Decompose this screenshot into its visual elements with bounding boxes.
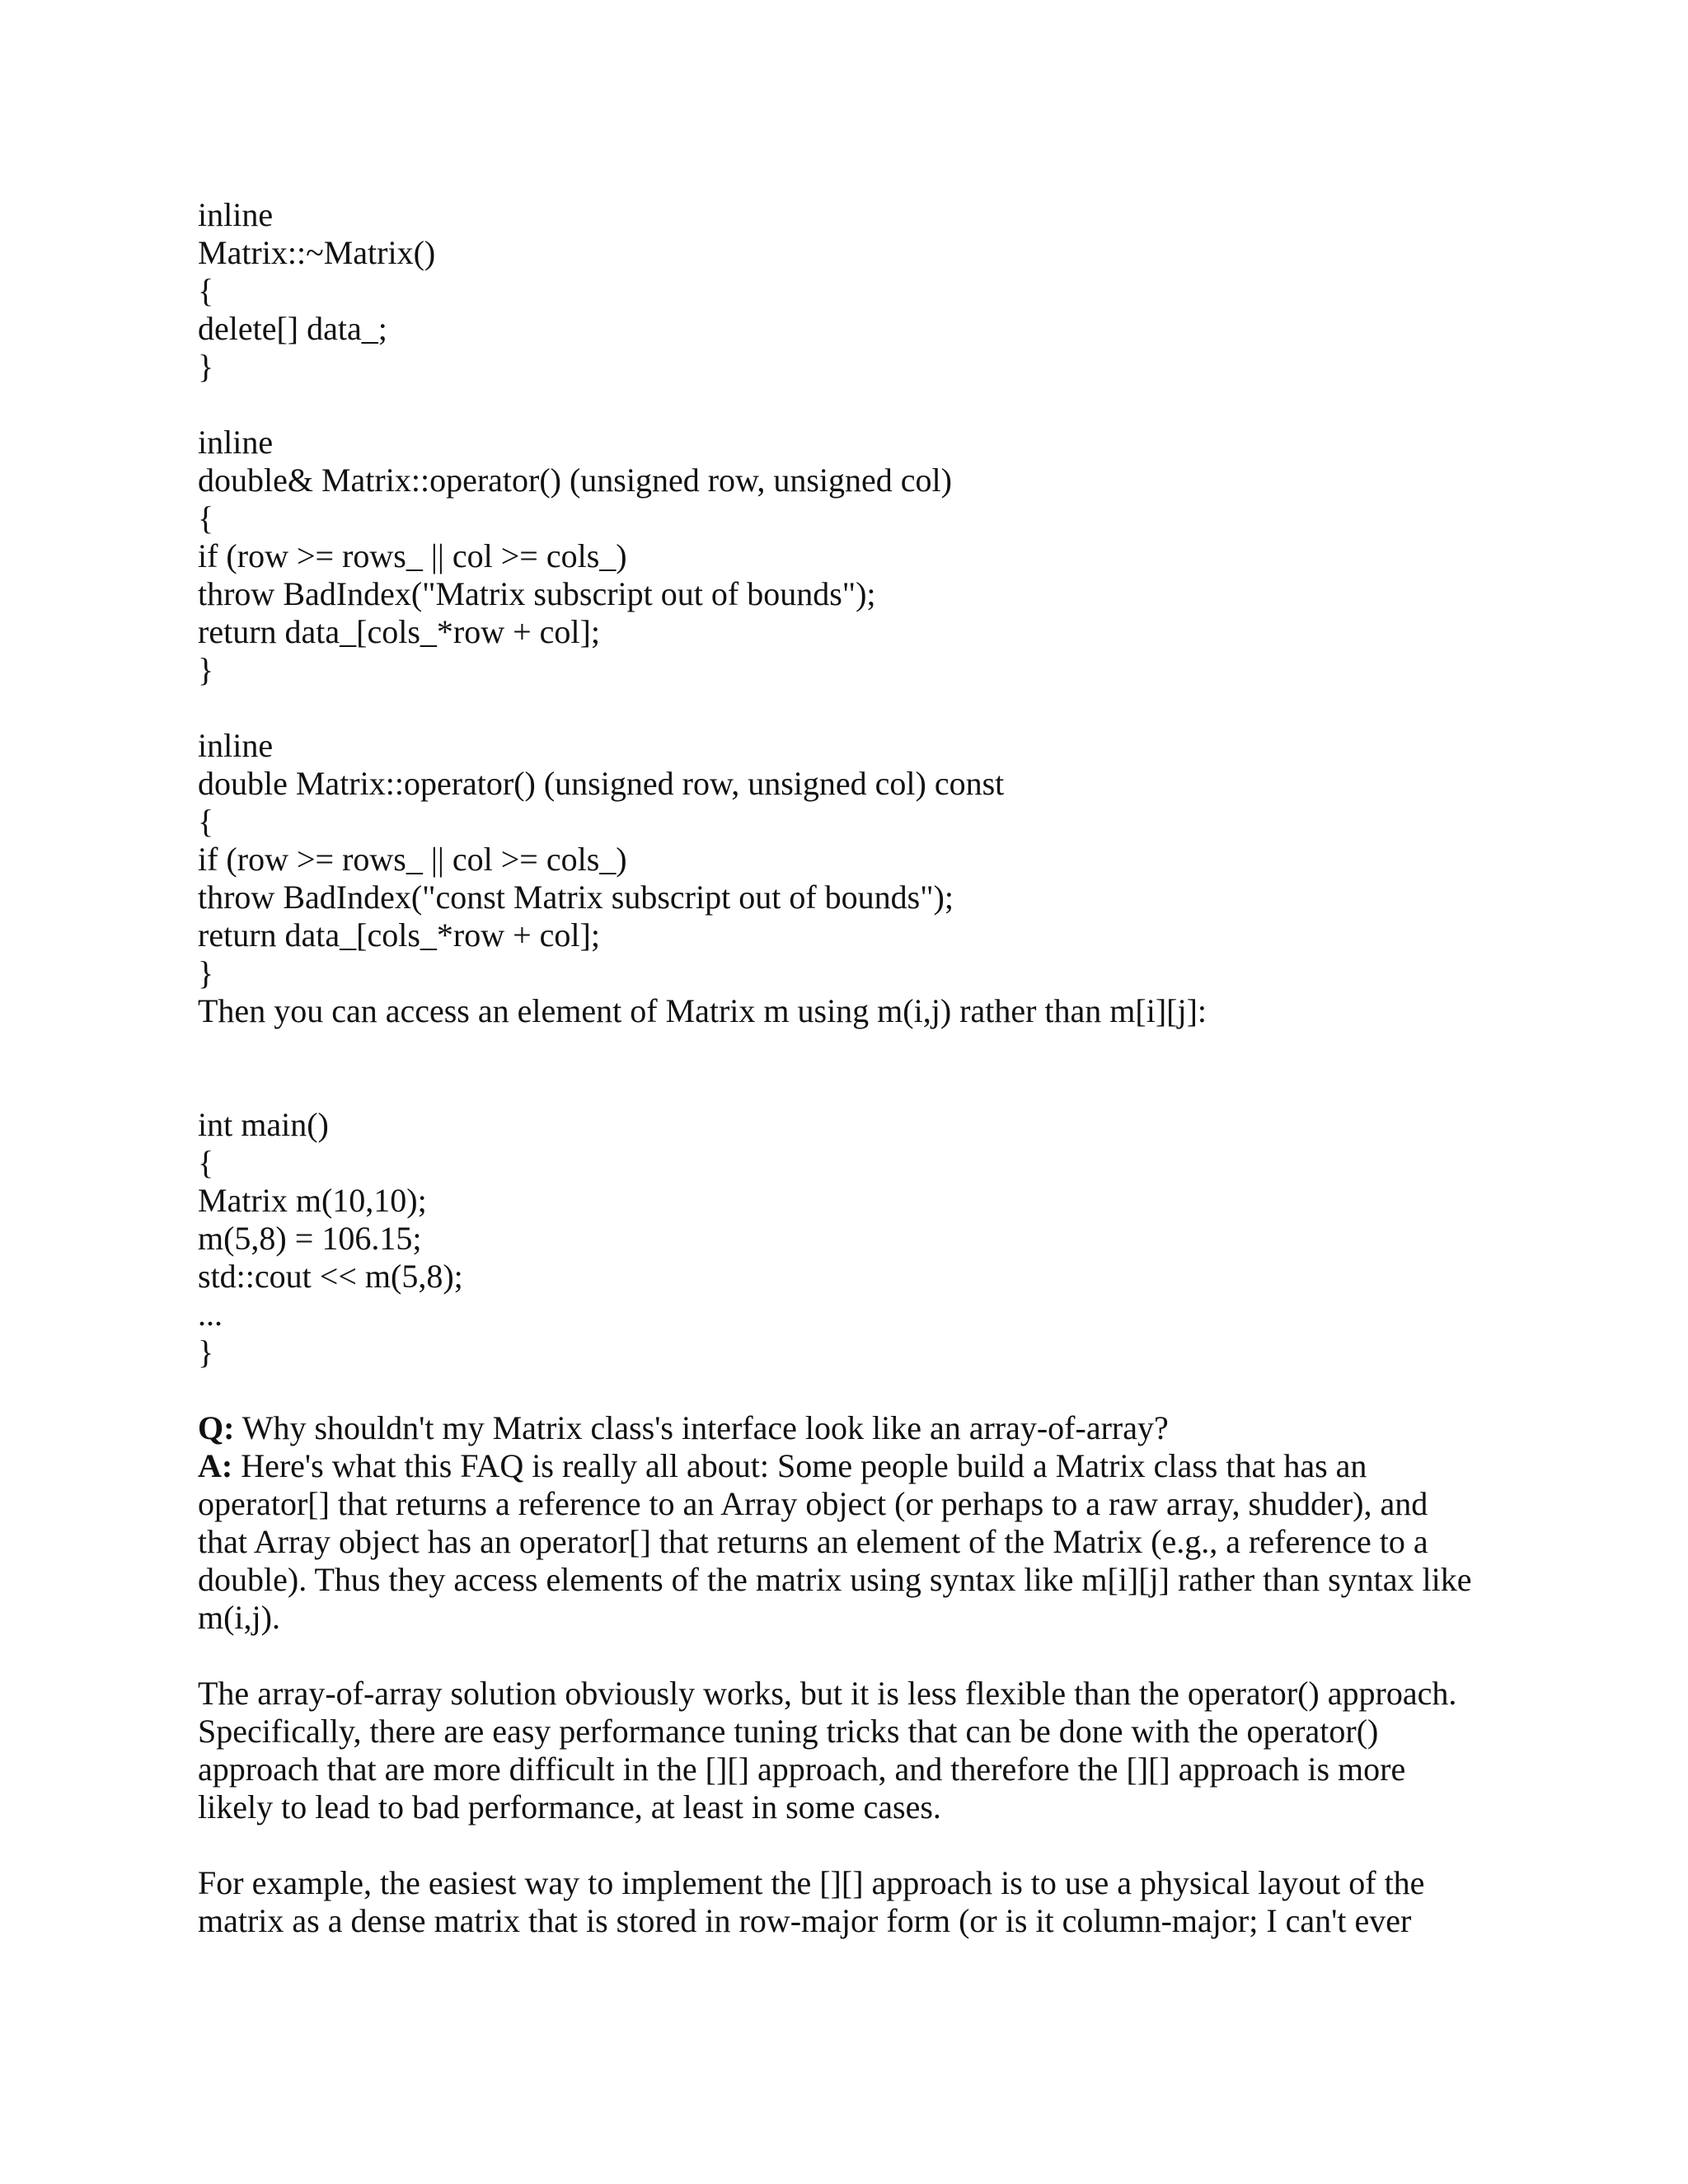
code-line: Matrix m(10,10);: [198, 1182, 427, 1219]
spacer: [198, 1030, 1500, 1106]
faq-answer: [198, 1447, 1500, 1637]
code-line: double Matrix::operator() (unsigned row, unsigned col) const: [198, 765, 1005, 802]
code-line: m(5,8) = 106.15;: [198, 1220, 422, 1257]
code-line: }: [198, 954, 214, 991]
code-line: return data_[cols_*row + col];: [198, 916, 600, 954]
code-line: }: [198, 348, 214, 385]
intro-sentence: Then you can access an element of Matrix m using m(i,j) rather than m[i][j]:: [198, 992, 1207, 1029]
question-label: Q:: [198, 1409, 235, 1446]
paragraph-line: matrix as a dense matrix that is stored in row-major form (or is it column-major; I can't ever: [198, 1902, 1412, 1939]
code-line: throw BadIndex("Matrix subscript out of bounds");: [198, 575, 876, 612]
code-line: inline: [198, 196, 274, 233]
code-line: throw BadIndex("const Matrix subscript out of bounds");: [198, 879, 954, 916]
answer-line: double). Thus they access elements of the matrix using syntax like m[i][j] rather than syntax like: [198, 1561, 1472, 1598]
spacer: [198, 689, 1500, 727]
code-line: double& Matrix::operator() (unsigned row, unsigned col): [198, 462, 952, 499]
code-line: {: [198, 272, 214, 309]
answer-text: Here's what this FAQ is really all about: Some people build a Matrix class that has an: [232, 1447, 1367, 1484]
spacer: [198, 1826, 1500, 1864]
code-line: return data_[cols_*row + col];: [198, 613, 600, 650]
spacer: [198, 1371, 1500, 1409]
paragraph-line: Specifically, there are easy performance tuning tricks that can be done with the operator(): [198, 1713, 1379, 1750]
code-line: Matrix::~Matrix(): [198, 234, 436, 271]
page-content: [198, 196, 1500, 1940]
code-line: {: [198, 803, 214, 840]
paragraph-line: The array-of-array solution obviously works, but it is less flexible than the operator() approach.: [198, 1675, 1457, 1712]
code-line: ...: [198, 1296, 223, 1333]
spacer: [198, 1637, 1500, 1675]
answer-line: m(i,j).: [198, 1599, 280, 1636]
code-line: inline: [198, 727, 274, 764]
code-line: delete[] data_;: [198, 310, 387, 347]
code-line: inline: [198, 424, 274, 461]
code-line: }: [198, 1333, 214, 1371]
code-line: {: [198, 1144, 214, 1181]
faq-question: [198, 1409, 1500, 1447]
paragraph-line: likely to lead to bad performance, at least in some cases.: [198, 1788, 941, 1825]
code-block-operator: [198, 424, 1500, 689]
code-line: if (row >= rows_ || col >= cols_): [198, 841, 627, 878]
code-block-operator-const: [198, 727, 1500, 992]
code-line: }: [198, 651, 214, 688]
answer-line: [198, 1447, 1500, 1485]
code-block-main: [198, 1106, 1500, 1371]
code-line: std::cout << m(5,8);: [198, 1258, 463, 1295]
code-block-destructor: [198, 196, 1500, 386]
paragraph-line: approach that are more difficult in the [][] approach, and therefore the [][] approach is more: [198, 1750, 1406, 1788]
code-line: if (row >= rows_ || col >= cols_): [198, 537, 627, 574]
paragraph-performance: [198, 1675, 1500, 1826]
answer-line: that Array object has an operator[] that returns an element of the Matrix (e.g., a reference to a: [198, 1523, 1428, 1560]
code-line: {: [198, 499, 214, 537]
paragraph-example: [198, 1864, 1500, 1940]
question-text: Why shouldn't my Matrix class's interface look like an array-of-array?: [234, 1409, 1169, 1446]
code-line: int main(): [198, 1106, 329, 1143]
answer-label: A:: [198, 1447, 233, 1484]
paragraph-line: For example, the easiest way to implement the [][] approach is to use a physical layout of the: [198, 1864, 1425, 1901]
question-line: [198, 1409, 1500, 1447]
spacer: [198, 386, 1500, 424]
answer-line: operator[] that returns a reference to an Array object (or perhaps to a raw array, shudder), and: [198, 1485, 1428, 1522]
